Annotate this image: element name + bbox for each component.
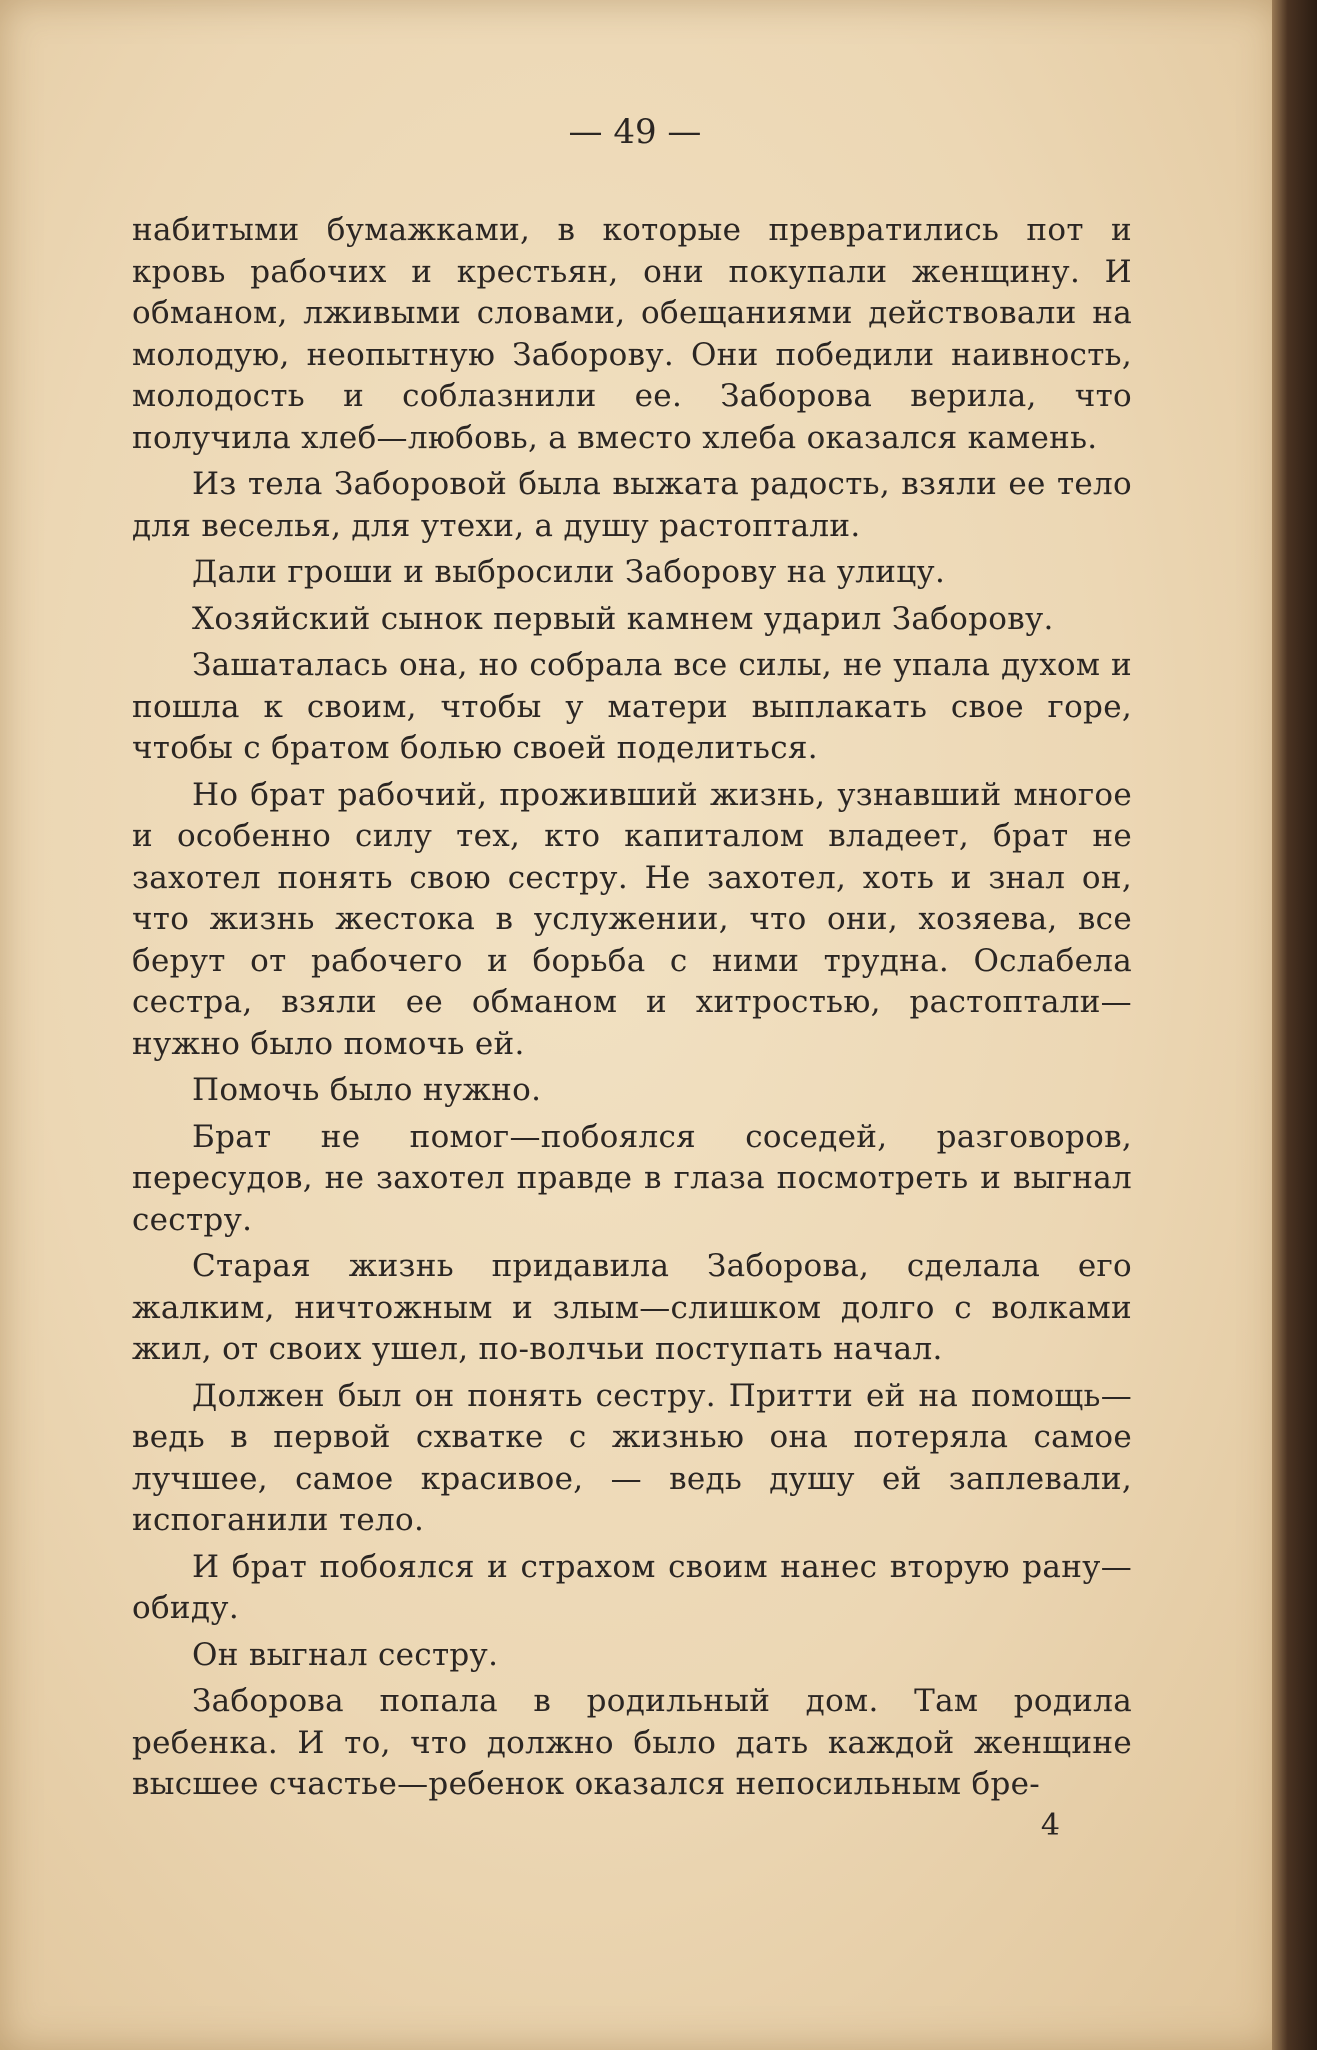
paragraph-11: И брат побоялся и страхом своим нанес вторую рану—обиду.: [132, 1548, 1132, 1626]
paragraph-1: набитыми бумажками, в которые превратились пот и кровь рабочих и крестьян, они покупали женщину. И обманом, лживыми словами, обещаниями действовали на молодую, неопытную Заборову. Они победили наивность, молодость и соблазнили ее. Заборова верила, что получила хлеб—любовь, а вместо хлеба оказался камень.: [132, 212, 1132, 456]
paragraph-13: Заборова попала в родильный дом. Там родила ребенка. И то, что должно было дать каждой женщине высшее счастье—ребенок оказался непосильным бре-: [132, 1683, 1132, 1802]
paragraph-2: Из тела Заборовой была выжата радость, взяли ее тело для веселья, для утехи, а душу растоптали.: [132, 466, 1132, 544]
paragraph-8: Брат не помог—побоялся соседей, разговоров, пересудов, не захотел правде в глаза посмотреть и выгнал сестру.: [132, 1118, 1132, 1238]
paragraph-5: Зашаталась она, но собрала все силы, не упала духом и пошла к своим, чтобы у матери выплакать свое горе, чтобы с братом болью своей поделиться.: [132, 647, 1132, 766]
paragraph-6: Но брат рабочий, проживший жизнь, узнавший многое и особенно силу тех, кто капиталом владеет, брат не захотел понять свою сестру. Не захотел, хоть и знал он, что жизнь жестока в услужении, что они, хозяева, все берут от рабочего и борьба с ними трудна. Ослабела сестра, взяли ее обманом и хитростью, растоптали— нужно было помочь ей.: [132, 776, 1132, 1062]
page-number: — 49 —: [568, 112, 702, 152]
paragraph-10: Должен был он понять сестру. Притти ей на помощь— ведь в первой схватке с жизнью она потеряла самое лучшее, самое красивое, — ведь душу ей заплевали, испоганили тело.: [132, 1377, 1132, 1538]
paragraph-9: Старая жизнь придавила Заборова, сделала его жалким, ничтожным и злым—слишком долго с волками жил, от своих ушел, по-волчьи поступать начал.: [132, 1248, 1132, 1367]
page-edge-shadow: [1272, 0, 1317, 2050]
paragraph-7: Помочь было нужно.: [192, 1072, 542, 1108]
paragraph-12: Он выгнал сестру.: [192, 1636, 499, 1673]
signature-mark: 4: [1040, 1808, 1060, 1843]
paragraph-4: Хозяйский сынок первый камнем ударил Заборову.: [192, 600, 1054, 637]
page-body-text: [132, 210, 1132, 1811]
paragraph-3: Дали гроши и выбросили Заборову на улицу.: [192, 554, 946, 590]
